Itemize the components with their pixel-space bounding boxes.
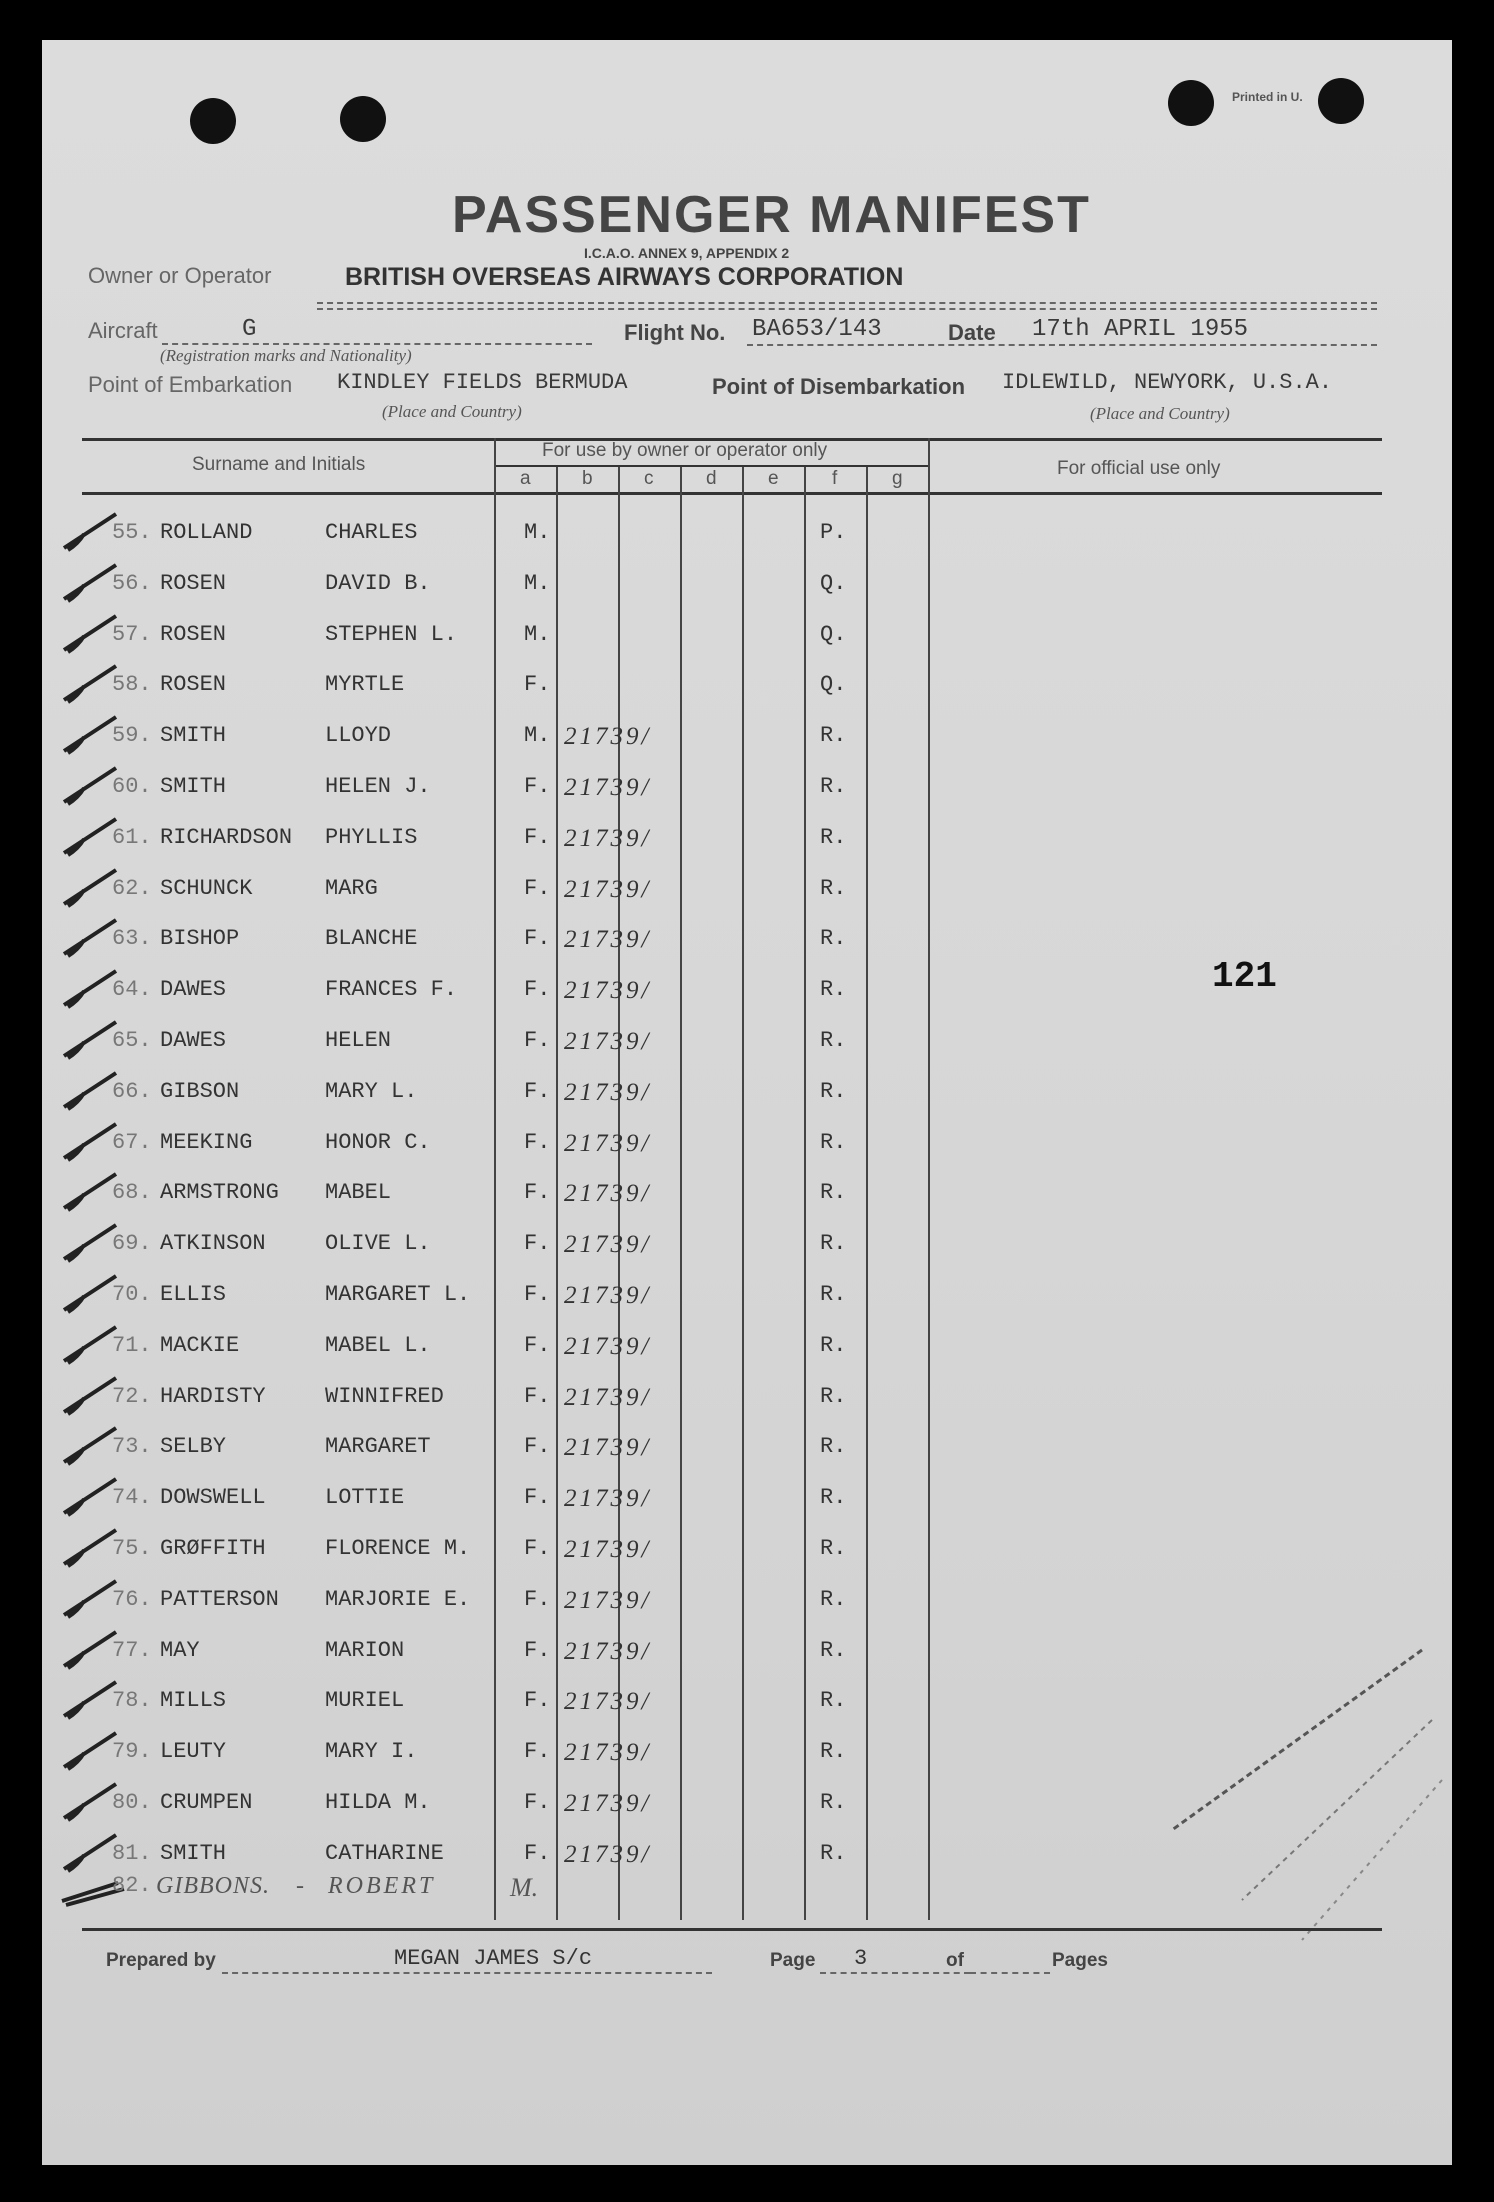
flight-value: BA653/143 (752, 316, 882, 343)
passenger-surname: GIBSON (160, 1078, 240, 1104)
passenger-sex: F. (524, 1434, 551, 1460)
date-label: Date (948, 320, 996, 345)
passenger-number: 82. (112, 1873, 152, 1898)
column-f-code: R. (820, 723, 847, 749)
handwritten-code: 21739/ (564, 1028, 652, 1055)
column-f-code: Q. (820, 570, 847, 596)
passenger-sex: F. (524, 1688, 551, 1714)
prepared-by-value: MEGAN JAMES S/c (394, 1946, 593, 1971)
prepared-by-label: Prepared by (106, 1950, 216, 1971)
table-row (42, 1731, 942, 1782)
table-row (42, 1325, 942, 1376)
page-subtitle: I.C.A.O. ANNEX 9, APPENDIX 2 (584, 245, 790, 261)
passenger-sex: F. (524, 1180, 551, 1206)
passenger-given-name: STEPHEN L. (325, 621, 458, 647)
passenger-number: 68. (112, 1180, 152, 1206)
passenger-number: 72. (112, 1383, 152, 1409)
handwritten-code: 21739/ (564, 824, 652, 852)
handwritten-code: 21739/ (564, 1078, 652, 1106)
table-row (42, 918, 942, 969)
passenger-number: 71. (112, 1332, 152, 1358)
column-f-code: R. (820, 1180, 847, 1206)
aircraft-label: Aircraft (88, 318, 158, 343)
passenger-given-name: MABEL (325, 1180, 392, 1206)
column-f-code: R. (820, 824, 847, 850)
passenger-surname: RICHARDSON (160, 824, 293, 850)
passenger-number: 65. (112, 1028, 152, 1053)
passenger-given-name: HELEN J. (325, 774, 431, 799)
column-f-code: R. (820, 1586, 847, 1612)
passenger-sex: F. (524, 1790, 551, 1815)
page-title: PASSENGER MANIFEST (452, 186, 1091, 244)
passenger-given-name: ROBERT (328, 1873, 436, 1899)
passenger-surname: ROSEN (160, 621, 227, 647)
table-row (42, 1579, 942, 1630)
passenger-sex: F. (524, 1332, 551, 1358)
divider (970, 1972, 1050, 1974)
column-f-code: R. (820, 875, 847, 901)
punch-hole (190, 98, 236, 144)
aircraft-value: G (242, 316, 257, 343)
table-row (42, 969, 942, 1020)
handwritten-code: 21739/ (564, 1688, 652, 1716)
handwritten-code: 21739/ (564, 1383, 652, 1411)
table-row (42, 1223, 942, 1274)
handwritten-code: 21739/ (564, 1485, 652, 1513)
of-label: of (946, 1950, 964, 1971)
table-row (42, 512, 942, 563)
passenger-number: 75. (112, 1536, 152, 1561)
handwritten-code: 21739/ (564, 1282, 652, 1309)
passenger-sex: F. (524, 774, 551, 799)
passenger-surname: ROSEN (160, 570, 227, 596)
passenger-number: 76. (112, 1586, 152, 1612)
divider (222, 1972, 712, 1974)
col-g-header: g (892, 468, 903, 489)
passenger-given-name: MARJORIE E. (325, 1586, 471, 1612)
handwritten-code: 21739/ (564, 1434, 652, 1462)
column-f-code: R. (820, 1231, 847, 1257)
table-row (42, 1528, 942, 1579)
passenger-surname: LEUTY (160, 1739, 227, 1765)
disembarkation-note: (Place and Country) (1090, 404, 1230, 423)
column-f-code: R. (820, 1282, 847, 1307)
passenger-surname: CRUMPEN (160, 1790, 253, 1815)
passenger-surname: DOWSWELL (160, 1485, 266, 1511)
column-f-code: R. (820, 1028, 847, 1053)
handwritten-code: 21739/ (564, 1231, 652, 1259)
col-f-header: f (832, 468, 838, 489)
passenger-sex: F. (524, 875, 551, 901)
passenger-number: 66. (112, 1078, 152, 1104)
passenger-sex: F. (524, 1028, 551, 1053)
embarkation-note: (Place and Country) (382, 402, 522, 421)
passenger-given-name: DAVID B. (325, 570, 431, 596)
passenger-sex: F. (524, 824, 551, 850)
passenger-given-name: HILDA M. (325, 1790, 431, 1815)
passenger-sex: M. (524, 570, 551, 596)
passenger-given-name: HELEN (325, 1028, 392, 1053)
passenger-sex: F. (524, 1383, 551, 1409)
punch-hole (340, 96, 386, 142)
handwritten-code: 21739/ (564, 1840, 652, 1868)
col-a-header: a (520, 468, 531, 489)
disembarkation-value: IDLEWILD, NEWYORK, U.S.A. (1002, 370, 1333, 395)
passenger-sex: F. (524, 1078, 551, 1104)
passenger-sex: M. (510, 1873, 539, 1902)
column-f-code: R. (820, 774, 847, 799)
table-row (42, 1071, 942, 1122)
passenger-sex: F. (524, 1231, 551, 1257)
col-e-header: e (768, 468, 779, 489)
passenger-surname: GIBBONS. (156, 1873, 270, 1899)
column-f-code: R. (820, 1383, 847, 1409)
passenger-sex: F. (524, 1282, 551, 1307)
passenger-number: 77. (112, 1637, 152, 1663)
passenger-surname: SELBY (160, 1434, 227, 1460)
passenger-given-name: BLANCHE (325, 926, 418, 952)
passenger-sex: F. (524, 672, 551, 698)
column-f-code: R. (820, 977, 847, 1003)
passenger-given-name: FLORENCE M. (325, 1536, 471, 1561)
disembarkation-label: Point of Disembarkation (712, 374, 966, 399)
passenger-number: 60. (112, 774, 152, 799)
column-f-code: P. (820, 520, 847, 545)
passenger-sex: F. (524, 1739, 551, 1765)
table-row (42, 1680, 942, 1731)
table-row (42, 1274, 942, 1325)
passenger-given-name: MABEL L. (325, 1332, 431, 1358)
passenger-surname: BISHOP (160, 926, 240, 952)
page-stamp: 121 (1212, 956, 1277, 997)
passenger-given-name: MARGARET L. (325, 1282, 471, 1307)
passenger-sex: M. (524, 520, 551, 545)
passenger-given-name: MURIEL (325, 1688, 405, 1714)
passenger-number: 57. (112, 621, 152, 647)
divider (162, 343, 592, 345)
divider (317, 302, 1377, 304)
passenger-surname: ATKINSON (160, 1231, 266, 1257)
column-f-code: R. (820, 1332, 847, 1358)
table-row (42, 563, 942, 614)
passenger-number: 69. (112, 1231, 152, 1257)
owner-label: Owner or Operator (88, 263, 272, 288)
handwritten-code: 21739/ (564, 1129, 652, 1157)
passenger-sex: F. (524, 1485, 551, 1511)
passenger-given-name: LLOYD (325, 723, 392, 749)
punch-hole (1168, 80, 1214, 126)
table-row (42, 1426, 942, 1477)
passenger-surname: DAWES (160, 1028, 227, 1053)
passenger-surname: ROLLAND (160, 520, 253, 545)
column-f-code: R. (820, 1434, 847, 1460)
table-row (42, 766, 942, 817)
table-row (42, 1122, 942, 1173)
embarkation-value: KINDLEY FIELDS BERMUDA (337, 370, 628, 395)
passenger-number: 61. (112, 824, 152, 850)
table-row (42, 614, 942, 665)
passenger-number: 58. (112, 672, 152, 698)
column-f-code: R. (820, 1790, 847, 1815)
passenger-sex: F. (524, 1536, 551, 1561)
column-f-code: Q. (820, 672, 847, 698)
passenger-given-name: FRANCES F. (325, 977, 458, 1003)
handwritten-code: 21739/ (564, 1536, 652, 1563)
passenger-number: 63. (112, 926, 152, 952)
column-f-code: R. (820, 1637, 847, 1663)
table-row (42, 1782, 942, 1833)
passenger-sex: F. (524, 1840, 551, 1866)
passenger-surname: MILLS (160, 1688, 227, 1714)
passenger-sex: F. (524, 977, 551, 1003)
passenger-given-name: CHARLES (325, 520, 418, 545)
table-row (42, 1477, 942, 1528)
passenger-sex: F. (524, 1586, 551, 1612)
handwritten-code: 21739/ (564, 723, 652, 751)
page-value: 3 (854, 1946, 868, 1971)
official-header: For official use only (1057, 458, 1221, 479)
column-f-code: R. (820, 1840, 847, 1866)
passenger-number: 55. (112, 520, 152, 545)
divider (820, 1972, 970, 1974)
handwritten-code: 21739/ (564, 875, 652, 903)
operator-header: For use by owner or operator only (542, 440, 828, 461)
handwritten-code: 21739/ (564, 1332, 652, 1360)
scratch-marks (1122, 1600, 1452, 1980)
passenger-number: 70. (112, 1282, 152, 1307)
manifest-sheet (42, 40, 1452, 2165)
passenger-given-name: HONOR C. (325, 1129, 431, 1155)
passenger-given-name: MYRTLE (325, 672, 405, 698)
embarkation-label: Point of Embarkation (88, 372, 293, 397)
punch-hole (1318, 78, 1364, 124)
surname-header: Surname and Initials (192, 454, 366, 475)
column-f-code: Q. (820, 621, 847, 647)
passenger-sex: F. (524, 1129, 551, 1155)
passenger-number: 67. (112, 1129, 152, 1155)
col-d-header: d (706, 468, 717, 489)
passenger-surname: HARDISTY (160, 1383, 266, 1409)
handwritten-code: 21739/ (564, 1637, 652, 1665)
table-row (42, 1020, 942, 1071)
passenger-sex: F. (524, 926, 551, 952)
passenger-surname: SMITH (160, 774, 227, 799)
owner-value: BRITISH OVERSEAS AIRWAYS CORPORATION (345, 263, 904, 291)
passenger-number: 79. (112, 1739, 152, 1765)
name-dash: - (296, 1873, 304, 1899)
passenger-given-name: WINNIFRED (325, 1383, 444, 1409)
table-row (42, 715, 942, 766)
handwritten-code: 21739/ (564, 1790, 652, 1817)
column-f-code: R. (820, 1485, 847, 1511)
printed-note: Printed in U. (1232, 90, 1303, 104)
passenger-number: 62. (112, 875, 152, 901)
column-f-code: R. (820, 1536, 847, 1561)
table-row (42, 868, 942, 919)
passenger-surname: MAY (160, 1637, 200, 1663)
passenger-surname: MACKIE (160, 1332, 240, 1358)
column-f-code: R. (820, 1739, 847, 1765)
passenger-surname: SCHUNCK (160, 875, 253, 901)
date-value: 17th APRIL 1955 (1032, 316, 1249, 343)
column-f-code: R. (820, 1688, 847, 1714)
passenger-given-name: MARY L. (325, 1078, 418, 1104)
aircraft-note: (Registration marks and Nationality) (160, 346, 412, 365)
passenger-given-name: PHYLLIS (325, 824, 418, 850)
passenger-given-name: MARGARET (325, 1434, 431, 1460)
table-row (42, 1172, 942, 1223)
passenger-surname: PATTERSON (160, 1586, 279, 1612)
passenger-number: 64. (112, 977, 152, 1003)
table-row (42, 817, 942, 868)
passenger-number: 78. (112, 1688, 152, 1714)
passenger-surname: ROSEN (160, 672, 227, 698)
table-row (42, 664, 942, 715)
passenger-sex: M. (524, 621, 551, 647)
passenger-given-name: MARG (325, 875, 378, 901)
passenger-surname: SMITH (160, 723, 227, 749)
table-bottom-rule (82, 1928, 1382, 1931)
col-b-header: b (582, 468, 593, 489)
passenger-given-name: MARION (325, 1637, 405, 1663)
passenger-number: 81. (112, 1840, 152, 1866)
table-row (42, 1630, 942, 1681)
column-f-code: R. (820, 1078, 847, 1104)
passenger-surname: ARMSTRONG (160, 1180, 279, 1206)
passenger-surname: SMITH (160, 1840, 227, 1866)
handwritten-code: 21739/ (564, 926, 652, 954)
passenger-sex: M. (524, 723, 551, 749)
handwritten-code: 21739/ (564, 1739, 652, 1767)
handwritten-code: 21739/ (564, 774, 652, 801)
page-label: Page (770, 1950, 816, 1971)
pages-label: Pages (1052, 1950, 1108, 1971)
flight-label: Flight No. (624, 320, 726, 345)
handwritten-code: 21739/ (564, 1586, 652, 1614)
passenger-surname: ELLIS (160, 1282, 227, 1307)
passenger-number: 80. (112, 1790, 152, 1815)
operator-header-rule (494, 465, 930, 467)
divider (747, 344, 1377, 346)
table-row (42, 1865, 942, 1916)
table-header-rule (82, 492, 1382, 495)
col-c-header: c (644, 468, 654, 489)
table-row (42, 1376, 942, 1427)
handwritten-code: 21739/ (564, 977, 652, 1005)
handwritten-code: 21739/ (564, 1180, 652, 1208)
column-f-code: R. (820, 926, 847, 952)
passenger-surname: GRØFFITH (160, 1536, 266, 1561)
passenger-number: 73. (112, 1434, 152, 1460)
passenger-surname: MEEKING (160, 1129, 253, 1155)
passenger-given-name: MARY I. (325, 1739, 418, 1765)
passenger-number: 74. (112, 1485, 152, 1511)
passenger-given-name: CATHARINE (325, 1840, 444, 1866)
passenger-surname: DAWES (160, 977, 227, 1003)
passenger-sex: F. (524, 1637, 551, 1663)
passenger-number: 56. (112, 570, 152, 596)
passenger-given-name: OLIVE L. (325, 1231, 431, 1257)
divider (317, 308, 1377, 310)
column-f-code: R. (820, 1129, 847, 1155)
passenger-number: 59. (112, 723, 152, 749)
passenger-given-name: LOTTIE (325, 1485, 405, 1511)
